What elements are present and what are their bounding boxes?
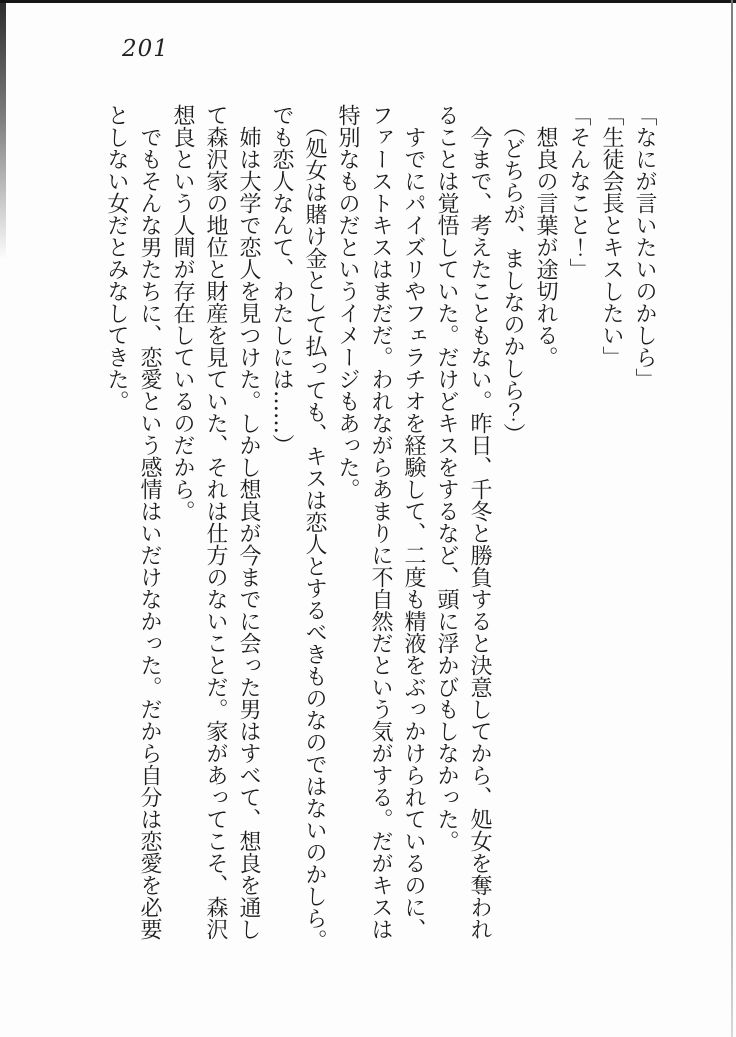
text-line: 姉は大学で恋人を見つけた。しかし想良が今までに会った男はすべて、想良を通し	[236, 104, 261, 940]
scan-top-edge	[0, 0, 736, 3]
text-line: 「そんなこと！」	[566, 104, 591, 280]
text-line: ファーストキスはまだだ。われながらあまりに不自然だという気がする。だがキスは	[368, 104, 393, 940]
scan-left-edge	[0, 0, 6, 260]
page-number: 201	[122, 36, 169, 62]
text-line: 特別なものだというイメージもあった。	[335, 104, 360, 500]
text-line: 想良の言葉が途切れる。	[533, 104, 558, 368]
text-line: としない女だとみなしてきた。	[104, 104, 129, 412]
text-line: ることは覚悟していた。だけどキスをするなど、頭に浮かびもしなかった。	[434, 104, 459, 852]
scan-right-edge-line	[731, 0, 733, 1037]
text-line: でもそんな男たちに、恋愛という感情はいだけなかった。だから自分は恋愛を必要	[137, 104, 162, 940]
text-line: すでにパイズリやフェラチオを経験して、二度も精液をぶっかけられているのに、	[401, 104, 426, 940]
text-line: 「なにが言いたいのかしら」	[632, 104, 657, 390]
text-line: （処女は賭け金として払っても、キスは恋人とするべきものなのではないのかしら。	[302, 104, 327, 951]
text-line: でも恋人なんて、わたしには……）	[269, 104, 294, 456]
text-line: （どちらが、ましなのかしら？）	[500, 104, 525, 445]
text-line: 今まで、考えたこともない。昨日、千冬と勝負すると決意してから、処女を奪われ	[467, 104, 492, 940]
text-line: 「生徒会長とキスしたい」	[599, 104, 624, 368]
body-text	[95, 104, 661, 949]
text-line: て森沢家の地位と財産を見ていた、それは仕方のないことだ。家があってこそ、森沢	[203, 104, 228, 940]
text-line: 想良という人間が存在しているのだから。	[170, 104, 195, 522]
